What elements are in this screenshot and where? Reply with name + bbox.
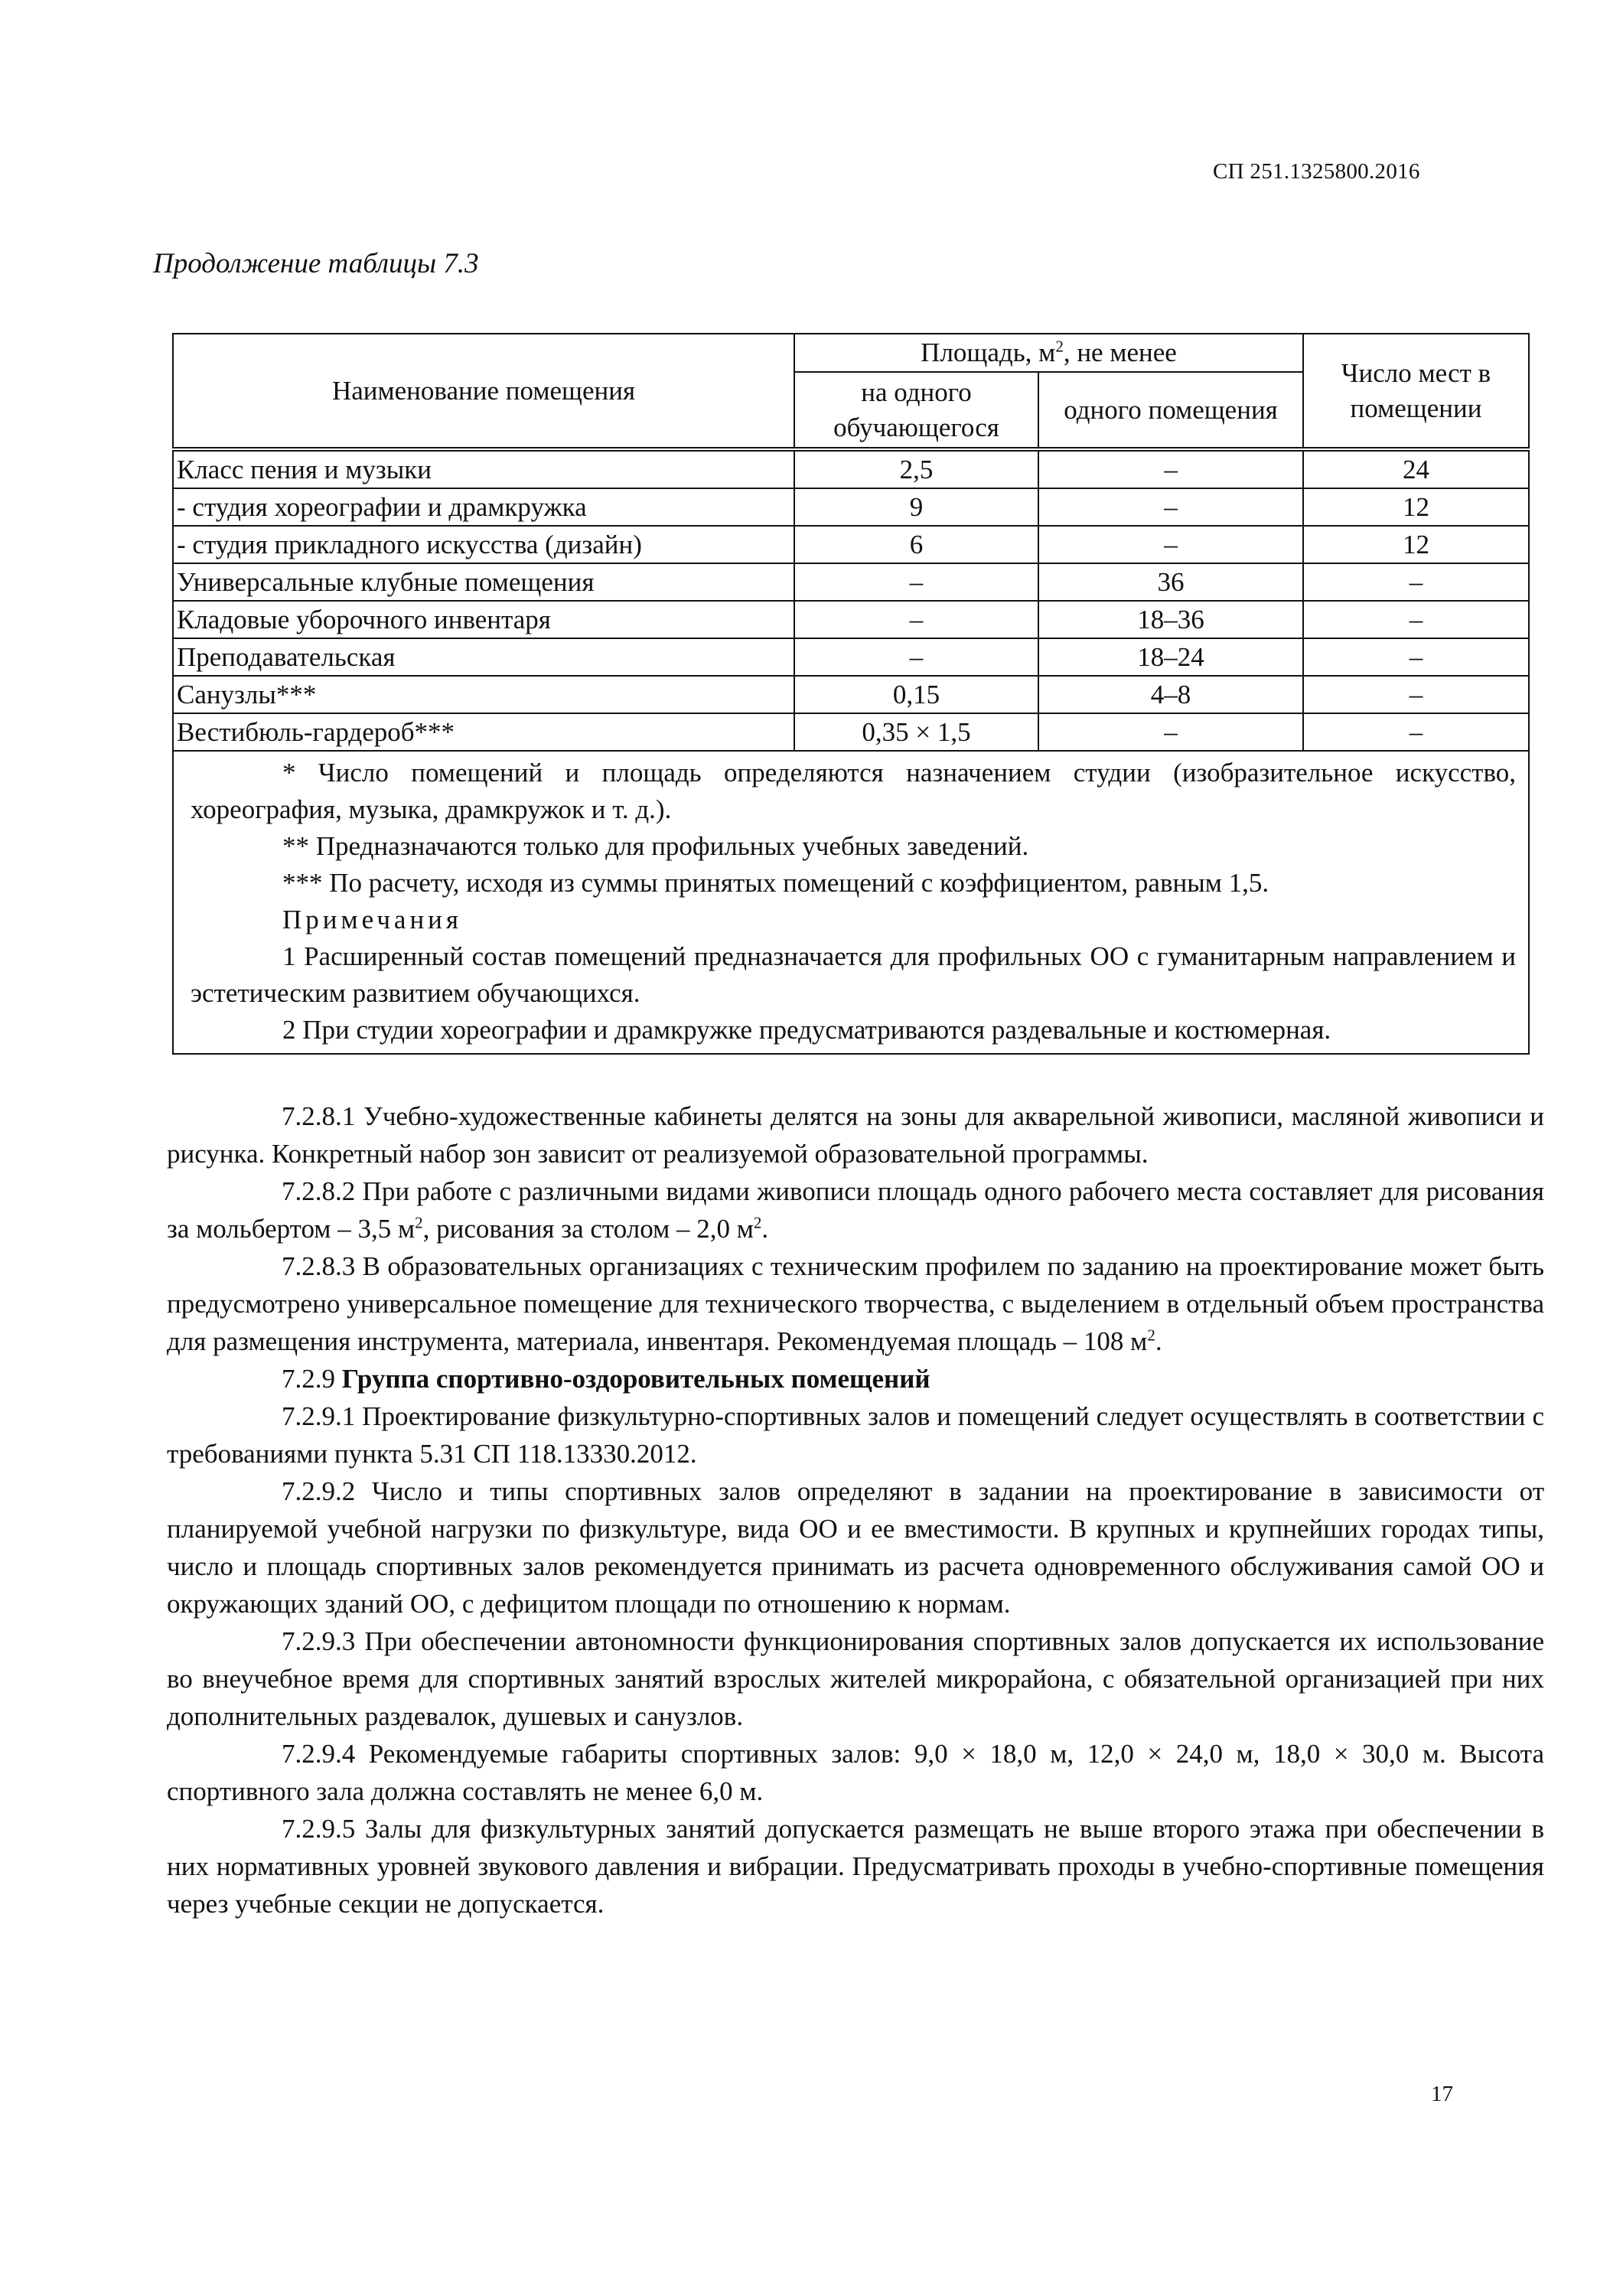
rooms-table [172,333,1530,1055]
header-per-student: на одного обучающегося [794,372,1038,449]
header-per-room: одного помещения [1038,372,1303,449]
area-per-room: – [1038,488,1303,526]
note-2: 2 При студии хореографии и драмкружке предусматриваются раздевальные и костюмерная. [282,1015,1331,1045]
seats: – [1303,676,1529,713]
room-name: Вестибюль-гардероб*** [173,713,794,751]
table-row [173,449,1529,488]
table-row [173,488,1529,526]
paragraph-7-2-9-2: 7.2.9.2 Число и типы спортивных залов определяют в задании на проектирование в зависимости от планируемой учебной нагрузки по физкультуре, вида ОО и ее вместимости. В крупных и крупнейших городах типы, число и площадь спортивных залов рекомендуется принимать из расчета одновременного обслуживания самой ОО и окружающих зданий ОО, с дефицитом площади по отношению к нормам. [167,1476,1544,1619]
room-name: Кладовые уборочного инвентаря [173,601,794,638]
area-per-room: – [1038,713,1303,751]
paragraph-7-2-9-5: 7.2.9.5 Залы для физкультурных занятий допускается размещать не выше второго этажа при обеспечении в них нормативных уровней звукового давления и вибрации. Предусматривать проходы в учебно-спортивные помещения через учебные секции не допускается. [167,1814,1544,1919]
area-per-room: – [1038,526,1303,563]
area-per-room: – [1038,449,1303,488]
seats: 12 [1303,488,1529,526]
header-seats: Число мест в помещении [1303,334,1529,449]
seats: – [1303,638,1529,676]
document-code: СП 251.1325800.2016 [1213,159,1420,184]
seats: – [1303,563,1529,601]
seats: 24 [1303,449,1529,488]
footnote-2: ** Предназначаются только для профильных учебных заведений. [282,831,1029,861]
seats: – [1303,713,1529,751]
room-name: Класс пения и музыки [173,449,794,488]
room-name: Универсальные клубные помещения [173,563,794,601]
table-row [173,601,1529,638]
paragraph-7-2-8-2: 7.2.8.2 При работе с различными видами живописи площадь одного рабочего места составляет для рисования за мольбертом – 3,5 $м^2$, рисования за столом – 2,0 $м^2$. [167,1176,1544,1244]
table-row [173,713,1529,751]
paragraph-7-2-8-3: 7.2.8.3 В образовательных организациях с техническим профилем по заданию на проектирование может быть предусмотрено универсальное помещение для технического творчества, с выделением в отдельный объем пространства для размещения инструмента, материала, инвентаря. Рекомендуемая площадь – 108 $м^2$. [167,1251,1544,1356]
paragraph-7-2-9-3: 7.2.9.3 При обеспечении автономности функционирования спортивных залов допускается их использование во внеучебное время для спортивных занятий взрослых жителей микрорайона, с обязательной организацией при них дополнительных раздевалок, душевых и санузлов. [167,1626,1544,1731]
footnote-3: *** По расчету, исходя из суммы принятых помещений с коэффициентом, равным 1,5. [282,868,1269,898]
footnote-1: * Число помещений и площадь определяются назначением студии (изобразительное искусство, хореография, музыка, драмкружок и т. д.). [191,758,1516,824]
table-row [173,563,1529,601]
area-per-room: 18–24 [1038,638,1303,676]
paragraph-7-2-9-4: 7.2.9.4 Рекомендуемые габариты спортивных залов: 9,0 × 18,0 м, 12,0 × 24,0 м, 18,0 × 30,0 м. Высота спортивного зала должна составлять не менее 6,0 м. [167,1739,1544,1806]
table-row [173,638,1529,676]
area-per-room: 4–8 [1038,676,1303,713]
header-room-name: Наименование помещения [173,334,794,449]
area-per-student: – [794,601,1038,638]
area-per-room: 18–36 [1038,601,1303,638]
paragraph-7-2-8-1: 7.2.8.1 Учебно-художественные кабинеты делятся на зоны для акварельной живописи, масляной живописи и рисунка. Конкретный набор зон зависит от реализуемой образовательной программы. [167,1101,1544,1169]
area-per-student: – [794,563,1038,601]
page-number: 17 [1431,2082,1453,2106]
paragraph-7-2-9-1: 7.2.9.1 Проектирование физкультурно-спортивных залов и помещений следует осуществлять в соответствии с требованиями пункта 5.31 СП 118.13330.2012. [167,1401,1544,1469]
area-per-student: 9 [794,488,1038,526]
area-per-room: 36 [1038,563,1303,601]
room-name: Преподавательская [173,638,794,676]
table-row [173,526,1529,563]
area-per-student: 6 [794,526,1038,563]
seats: – [1303,601,1529,638]
note-1: 1 Расширенный состав помещений предназначается для профильных ОО с гуманитарным направлением и эстетическим развитием обучающихся. [191,941,1516,1008]
body-text [167,1097,1544,1923]
notes-title: Примечания [282,905,463,934]
table-caption: Продолжение таблицы 7.3 [153,248,479,279]
room-name: Санузлы*** [173,676,794,713]
section-heading-7-2-9: 7.2.9 Группа спортивно-оздоровительных помещений [282,1364,930,1394]
seats: 12 [1303,526,1529,563]
room-name: - студия хореографии и драмкружка [173,488,794,526]
table-row [173,676,1529,713]
area-per-student: 0,35 × 1,5 [794,713,1038,751]
table-footnotes [173,751,1529,1054]
area-per-student: 0,15 [794,676,1038,713]
area-per-student: 2,5 [794,449,1038,488]
room-name: - студия прикладного искусства (дизайн) [173,526,794,563]
header-area-group: Площадь, $м^2$, не менее [794,334,1303,372]
area-per-student: – [794,638,1038,676]
